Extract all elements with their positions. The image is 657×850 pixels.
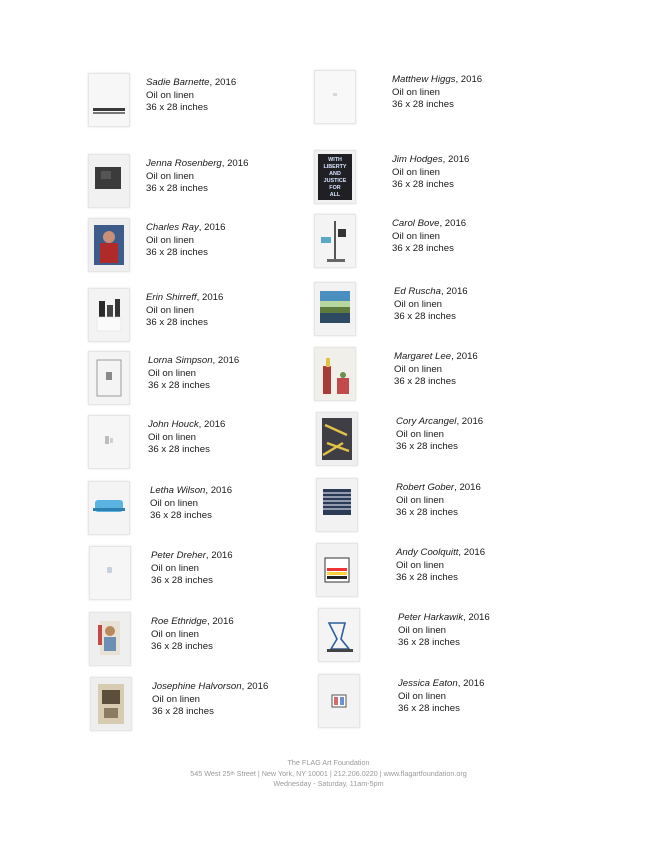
artwork-year: , 2016 [458,547,486,558]
artwork-medium: Oil on linen [146,234,194,246]
artwork-year: , 2016 [439,218,467,229]
artist-name: Andy Coolquitt [396,547,459,558]
artwork-caption [146,77,236,115]
artwork-medium: Oil on linen [151,562,199,574]
artwork-thumbnail [314,214,356,268]
artwork-medium: Oil on linen [392,166,440,178]
artwork-medium: Oil on linen [152,693,200,705]
artwork-medium: Oil on linen [398,624,446,636]
artwork-dimensions: 36 x 28 inches [152,706,214,718]
artwork-thumbnail [314,70,356,124]
artwork-medium: Oil on linen [398,690,446,702]
artwork-entry [314,347,594,407]
artwork-year: , 2016 [456,416,484,427]
artwork-dimensions: 36 x 28 inches [150,510,212,522]
artwork-medium: Oil on linen [146,304,194,316]
footer-address-ordinal: th [230,770,235,777]
artwork-caption [398,612,490,650]
artwork-dimensions: 36 x 28 inches [148,444,210,456]
artist-name: Ed Ruscha [394,286,441,297]
artwork-year: , 2016 [440,286,468,297]
artist-name: John Houck [148,419,199,430]
artwork-caption [148,355,239,393]
footer-hours: Wednesday - Saturday, 11am-5pm [273,779,384,788]
artist-name: Jenna Rosenberg [146,158,222,169]
hodges-painted-text: LIBERTY [323,164,347,170]
artist-name: Peter Harkawik [398,612,464,623]
artwork-year: , 2016 [207,616,234,627]
artwork-medium: Oil on linen [392,86,440,98]
artist-name: Letha Wilson [150,485,206,496]
artwork-medium: Oil on linen [146,170,194,182]
artist-name: Cory Arcangel [396,416,457,427]
artwork-dimensions: 36 x 28 inches [146,317,208,329]
artwork-thumbnail [88,288,130,342]
artwork-caption [152,681,268,719]
artwork-medium: Oil on linen [394,298,442,310]
artwork-thumbnail [314,150,356,204]
artwork-medium: Oil on linen [396,494,444,506]
footer-address [0,769,657,780]
artwork-caption [396,482,481,520]
artwork-medium: Oil on linen [148,431,196,443]
artwork-entry [312,214,592,274]
artwork-caption [146,292,223,330]
artwork-thumbnail [88,218,130,272]
artwork-entry [318,674,598,734]
artwork-entry [312,150,592,210]
artist-name: Erin Shirreff [146,292,197,303]
artwork-entry [316,478,596,538]
artwork-dimensions: 36 x 28 inches [392,99,454,111]
artwork-medium: Oil on linen [146,89,194,101]
artwork-dimensions: 36 x 28 inches [151,641,213,653]
artwork-year: , 2016 [205,550,233,561]
artwork-year: , 2016 [241,681,269,692]
artwork-medium: Oil on linen [150,497,198,509]
artwork-medium: Oil on linen [394,363,442,375]
artwork-year: , 2016 [442,154,470,165]
hodges-painted-text: ALL [329,192,341,198]
artwork-caption [151,616,234,654]
artwork-medium: Oil on linen [148,367,196,379]
artwork-thumbnail [88,351,130,405]
artwork-dimensions: 36 x 28 inches [148,380,210,392]
artist-name: Lorna Simpson [148,355,213,366]
artwork-thumbnail [316,412,358,466]
artwork-caption [392,154,469,192]
artwork-year: , 2016 [198,222,226,233]
artwork-caption [392,218,466,256]
artwork-thumbnail [318,674,360,728]
artwork-thumbnail [89,612,131,666]
footer-address-rest: Street | New York, NY 10001 | 212.206.0220 | www.flagartfoundation.org [234,768,467,778]
artist-name: Peter Dreher [151,550,206,561]
artwork-thumbnail [318,608,360,662]
artwork-dimensions: 36 x 28 inches [396,441,458,453]
artwork-medium: Oil on linen [396,428,444,440]
artwork-entry [314,282,594,342]
artwork-caption [151,550,233,588]
artist-name: Charles Ray [146,222,199,233]
artwork-caption [394,286,468,324]
artwork-dimensions: 36 x 28 inches [151,575,213,587]
artwork-year: , 2016 [463,612,490,623]
artwork-year: , 2016 [205,485,233,496]
artist-name: Jim Hodges [392,154,443,165]
artwork-entry [318,608,598,668]
artwork-dimensions: 36 x 28 inches [392,179,454,191]
artwork-thumbnail [314,347,356,401]
artwork-year: , 2016 [221,158,249,169]
artwork-dimensions: 36 x 28 inches [146,183,208,195]
artwork-caption [392,74,482,112]
artwork-medium: Oil on linen [396,559,444,571]
artist-name: Roe Ethridge [151,616,207,627]
artwork-caption [148,419,225,457]
artwork-thumbnail [88,73,130,127]
hodges-painted-text: AND [329,171,341,177]
artwork-caption [396,416,483,454]
artwork-dimensions: 36 x 28 inches [146,247,208,259]
artwork-dimensions: 36 x 28 inches [398,703,460,715]
artwork-thumbnail [88,154,130,208]
artist-name: Matthew Higgs [392,74,456,85]
artwork-dimensions: 36 x 28 inches [146,102,208,114]
artwork-year: , 2016 [212,355,240,366]
artwork-entry [312,70,592,130]
artwork-entry [316,543,596,603]
hodges-painted-text: WITH [328,157,342,163]
artwork-thumbnail [88,481,130,535]
artwork-medium: Oil on linen [151,628,199,640]
artwork-entry [316,412,596,472]
artwork-year: , 2016 [454,482,481,493]
artwork-caption [146,158,248,196]
hodges-painted-text: FOR [329,185,341,191]
artwork-year: , 2016 [451,351,478,362]
artwork-year: , 2016 [198,419,226,430]
artist-name: Josephine Halvorson [152,681,242,692]
artwork-thumbnail [88,415,130,469]
artwork-caption [146,222,225,260]
artwork-year: , 2016 [455,74,483,85]
artwork-caption [396,547,485,585]
artist-name: Robert Gober [396,482,455,493]
artwork-year: , 2016 [209,77,237,88]
artwork-year: , 2016 [457,678,485,689]
artwork-thumbnail [89,546,131,600]
artwork-caption [150,485,232,523]
artist-name: Jessica Eaton [398,678,458,689]
artwork-thumbnail [314,282,356,336]
artwork-dimensions: 36 x 28 inches [394,311,456,323]
footer-organization: The FLAG Art Foundation [287,758,370,767]
artwork-thumbnail [90,677,132,731]
artwork-thumbnail [316,478,358,532]
artwork-caption [394,351,478,389]
footer-address-street: 545 West 25 [190,768,231,778]
artwork-dimensions: 36 x 28 inches [394,376,456,388]
artwork-dimensions: 36 x 28 inches [392,243,454,255]
artwork-medium: Oil on linen [392,230,440,242]
artist-name: Carol Bove [392,218,440,229]
hodges-painted-text: JUSTICE [323,178,347,184]
artist-name: Sadie Barnette [146,77,210,88]
page-footer [0,758,657,790]
artwork-dimensions: 36 x 28 inches [396,572,458,584]
artist-name: Margaret Lee [394,351,452,362]
artwork-dimensions: 36 x 28 inches [396,507,458,519]
artwork-dimensions: 36 x 28 inches [398,637,460,649]
artwork-year: , 2016 [196,292,224,303]
artwork-caption [398,678,484,716]
artwork-thumbnail [316,543,358,597]
